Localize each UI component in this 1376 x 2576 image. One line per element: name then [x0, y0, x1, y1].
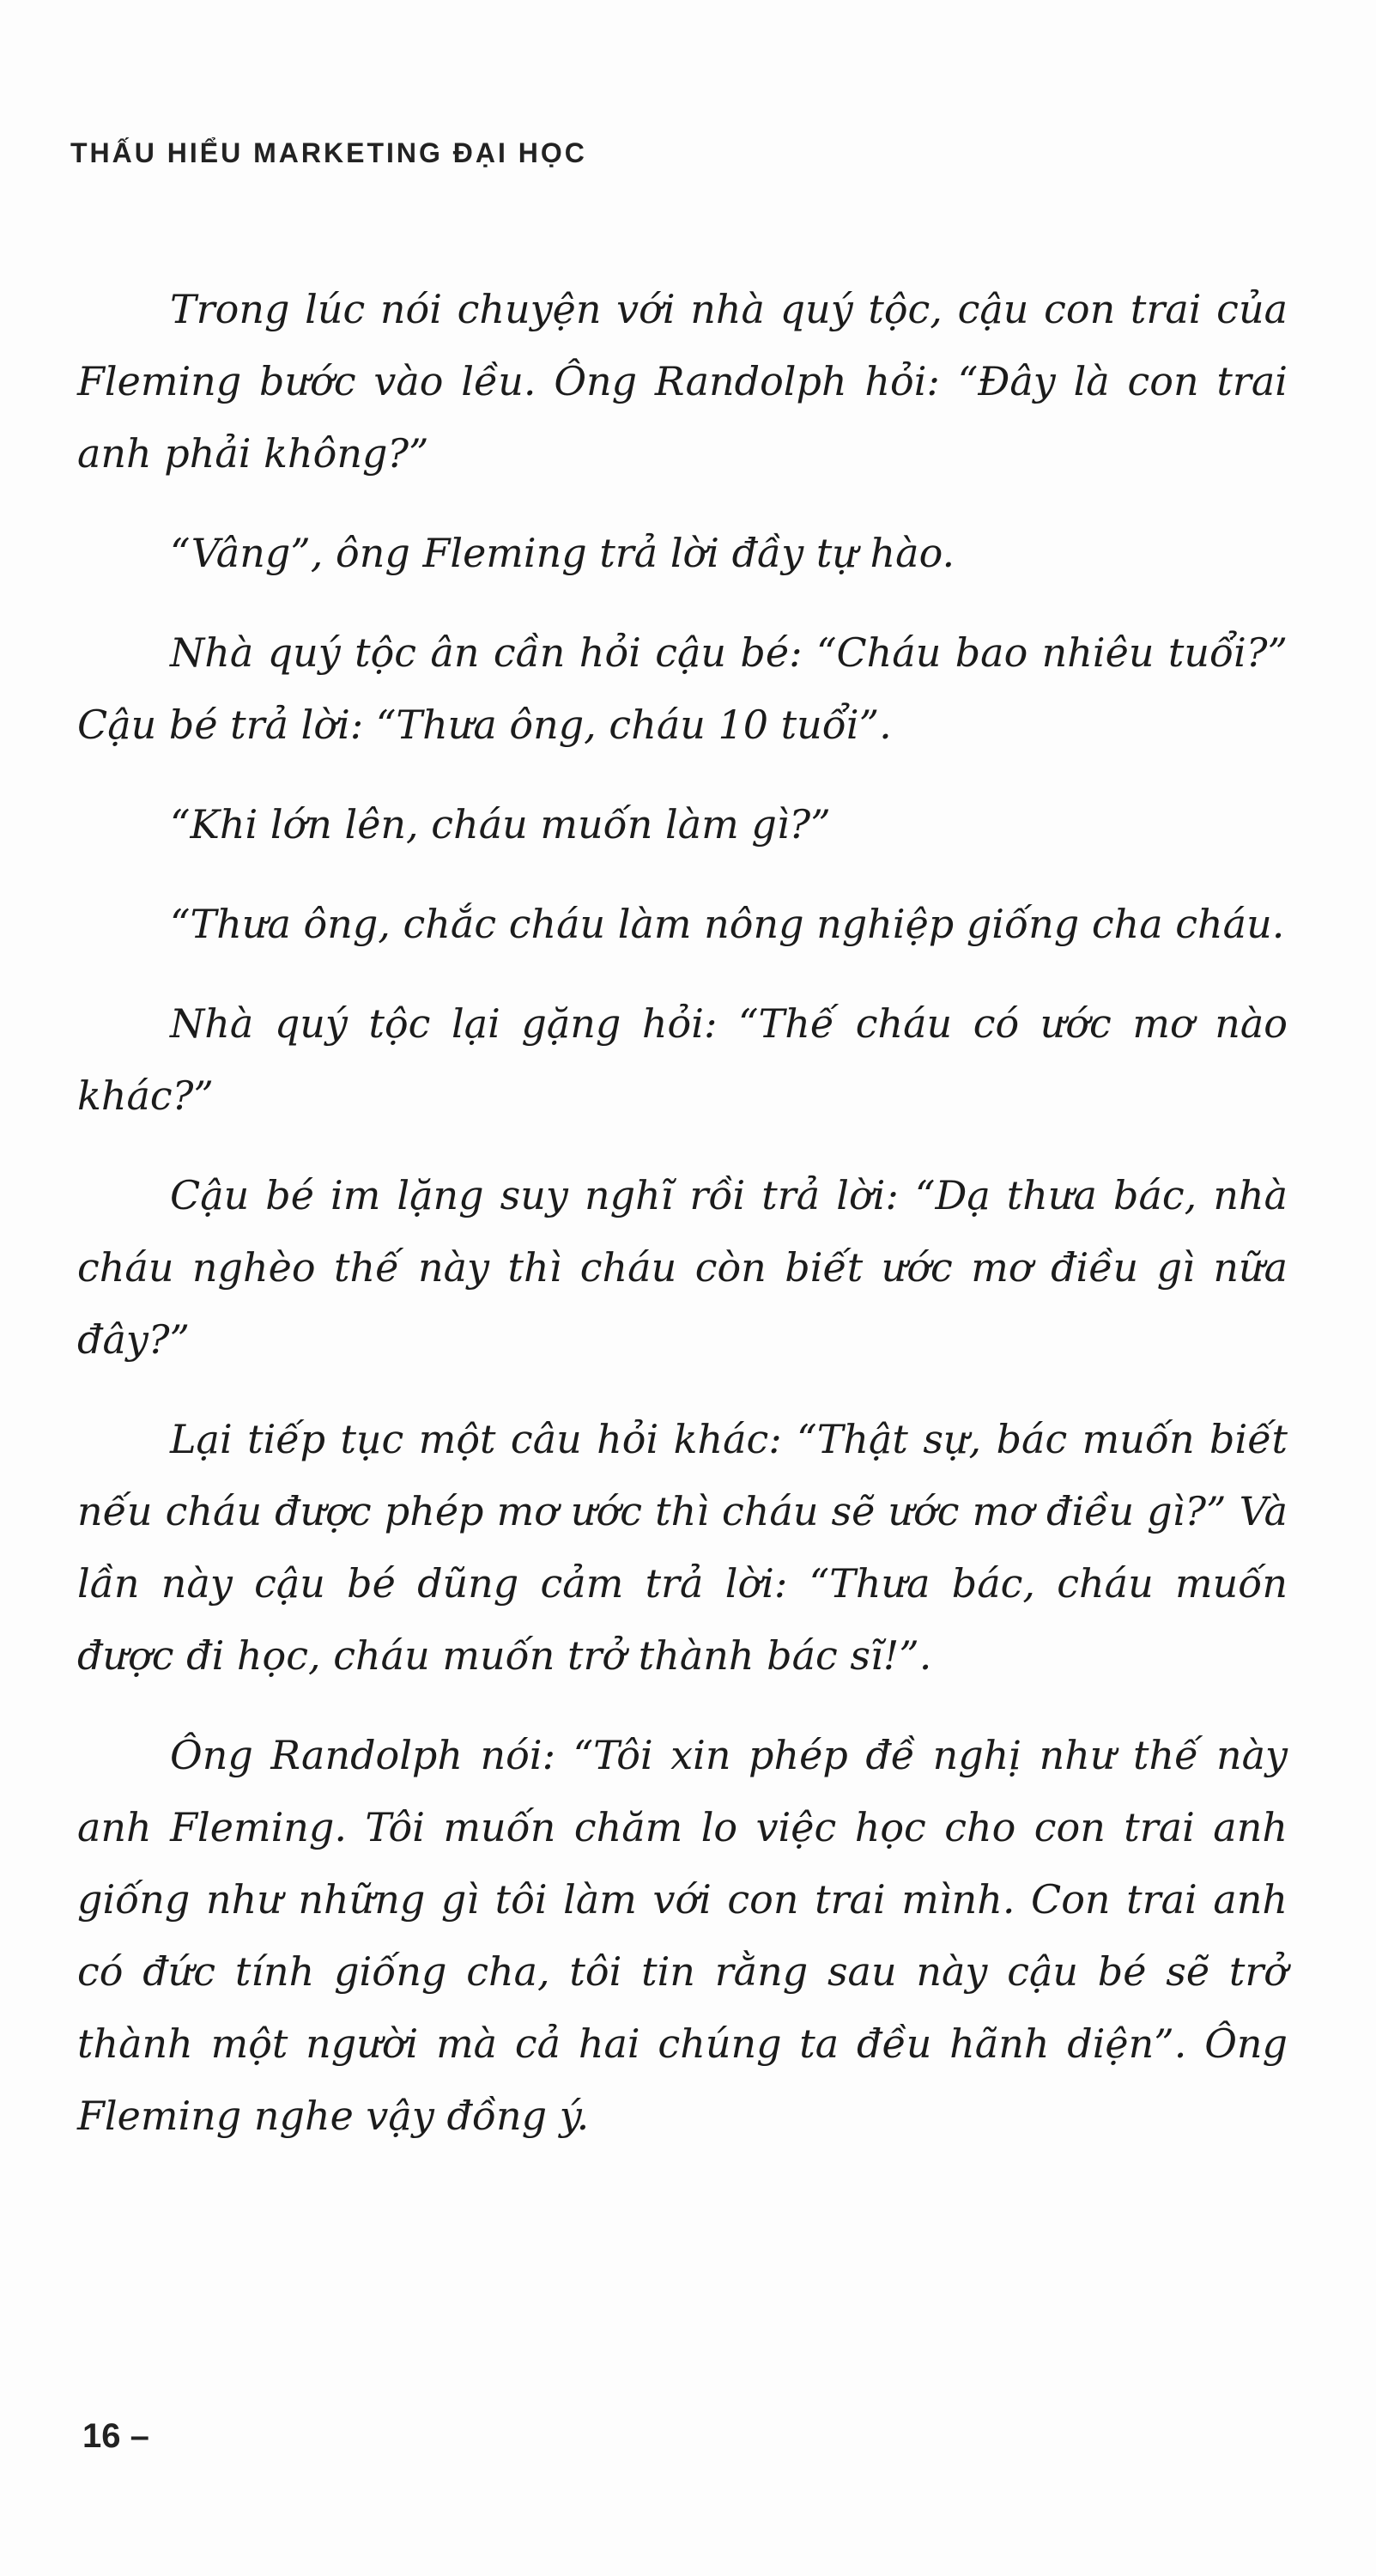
page-number: 16 – — [82, 2417, 149, 2455]
paragraph: “Vâng”, ông Fleming trả lời đầy tự hào. — [170, 530, 955, 576]
paragraph: Lại tiếp tục một câu hỏi khác: “Thật sự, bác muốn biết nếu cháu được phép mơ ước thì cháu sẽ ước mơ điều gì?” Và lần này cậu bé dũng cảm trả lời: “Thưa bác, cháu muốn được đi học, cháu muốn trở thành bác sĩ!”. — [77, 1416, 1288, 1679]
body-text — [77, 273, 1288, 2179]
paragraph: Nhà quý tộc lại gặng hỏi: “Thế cháu có ước mơ nào khác?” — [77, 1000, 1288, 1119]
running-header: THẤU HIỂU MARKETING ĐẠI HỌC — [70, 137, 587, 168]
paragraph: Trong lúc nói chuyện với nhà quý tộc, cậu con trai của Fleming bước vào lều. Ông Randolph hỏi: “Đây là con trai anh phải không?” — [77, 286, 1288, 477]
paragraph: Nhà quý tộc ân cần hỏi cậu bé: “Cháu bao nhiêu tuổi?” Cậu bé trả lời: “Thưa ông, cháu 10 tuổi”. — [77, 629, 1288, 748]
paragraph: Ông Randolph nói: “Tôi xin phép đề nghị như thế này anh Fleming. Tôi muốn chăm lo việc học cho con trai anh giống như những gì tôi làm với con trai mình. Con trai anh có đức tính giống cha, tôi tin rằng sau này cậu bé sẽ trở thành một người mà cả hai chúng ta đều hãnh diện”. Ông Fleming nghe vậy đồng ý. — [77, 1732, 1288, 2139]
paragraph: “Khi lớn lên, cháu muốn làm gì?” — [170, 801, 831, 848]
paragraph: “Thưa ông, chắc cháu làm nông nghiệp giống cha cháu. — [170, 901, 1285, 947]
paragraph: Cậu bé im lặng suy nghĩ rồi trả lời: “Dạ thưa bác, nhà cháu nghèo thế này thì cháu còn biết ước mơ điều gì nữa đây?” — [77, 1172, 1288, 1363]
